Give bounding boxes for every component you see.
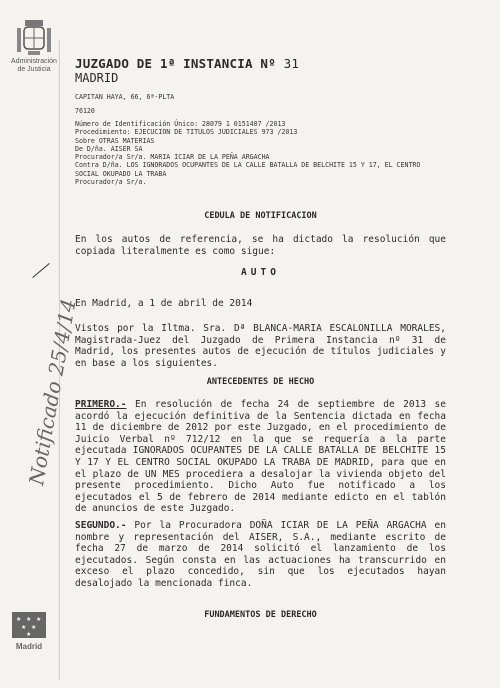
primero-text: En resolución de fecha 24 de septiembre de 2013 se acordó la ejecución definitiva de la Sentencia dictada en fecha 11 de diciembre de 2012 por este Juzgado, en el procedimiento de Juicio Verbal nº 712/12 en la que se requería a la parte ejecutada IGNORADOS OCUPANTES DE LA CALLE BATALLA DE BELCHITE 15 Y 17 Y EL CENTRO SOCIAL OKUPADO LA TRABA DE MADRID, para que en el plazo de UN MES procediera a desalojar la vivienda objeto del presente procedimiento. Dicho Auto fue notificado a los ejecutados el 5 de febrero de 2014 mediante edicto en el tablón de anuncios de este Juzgado.	[75, 399, 446, 515]
meta-line: SOCIAL OKUPADO LA TRABA	[75, 169, 167, 178]
court-prefix: JUZGADO DE 1ª INSTANCIA Nº	[75, 56, 276, 71]
meta-line: Sobre OTRAS MATERIAS	[75, 136, 155, 145]
segundo-paragraph	[75, 520, 446, 590]
segundo-text: Por la Procuradora DOÑA ICIAR DE LA PEÑA ARGACHA en nombre y representación del AISER, S.A., mediante escrito de fecha 27 de marzo de 2014 solicitó el lanzamiento de los ejecutados. Según consta en las actuaciones ha transcurrido en exceso el plazo concedido, sin que los ejecutados hayan desalojado la mencionada finca.	[75, 520, 446, 589]
court-address: CAPITAN HAYA, 66, 6ª-PLTA	[75, 93, 175, 101]
meta-line: Procurador/a Sr/a.	[75, 178, 147, 187]
intro-paragraph: En los autos de referencia, se ha dictado la resolución que copiada literalmente es como sigue:	[75, 234, 446, 257]
segundo-label: SEGUNDO.-	[75, 520, 127, 531]
svg-text:★: ★	[31, 624, 37, 631]
justice-crest-logo	[10, 18, 58, 74]
case-metadata	[75, 120, 485, 186]
svg-text:★: ★	[21, 624, 27, 631]
svg-text:★: ★	[26, 616, 32, 623]
stars-flag-icon	[12, 612, 46, 638]
date-line: En Madrid, a 1 de abril de 2014	[75, 298, 253, 309]
court-city: MADRID	[75, 71, 119, 85]
meta-line: Procedimiento: EJECUCION DE TITULOS JUDICIALES 973 /2013	[75, 128, 298, 137]
madrid-caption: Madrid	[15, 642, 43, 651]
primero-paragraph	[75, 399, 446, 515]
primero-label: PRIMERO.-	[75, 399, 127, 410]
court-code: 76120	[75, 107, 95, 115]
fundamentos-heading: FUNDAMENTOS DE DERECHO	[204, 610, 317, 620]
meta-line: De D/ña. AISER SA	[75, 144, 143, 153]
crest-caption-line1: Administración	[11, 58, 57, 65]
antecedentes-heading: ANTECEDENTES DE HECHO	[206, 377, 315, 387]
svg-text:★: ★	[16, 616, 22, 623]
comunidad-madrid-logo	[12, 612, 46, 651]
handwritten-note: Notificado 25/4/14	[24, 296, 81, 488]
svg-text:★: ★	[26, 631, 32, 638]
crest-caption-line2: de Justicia	[17, 66, 51, 73]
pen-mark	[32, 263, 49, 278]
auto-heading: AUTO	[241, 267, 280, 278]
court-number: 31	[283, 56, 300, 71]
svg-text:★: ★	[36, 616, 42, 623]
document-title: CEDULA DE NOTIFICACION	[204, 211, 317, 221]
vistos-paragraph: Vistos por la Iltma. Sra. Dª BLANCA-MARIA ESCALONILLA MORALES, Magistrada-Juez del Juzgado de Primera Instancia nº 31 de Madrid, los presentes autos de ejecución de títulos judiciales y en base a los siguientes.	[75, 323, 446, 369]
court-name	[75, 56, 299, 71]
meta-line: Número de Identificación Único: 28079 1 0151407 /2013	[75, 120, 286, 128]
meta-line: Contra D/ña. LOS IGNORADOS OCUPANTES DE LA CALLE BATALLA DE BELCHITE 15 Y 17, EL CENTRO	[75, 161, 421, 170]
coat-of-arms-icon	[16, 18, 52, 58]
meta-line: Procurador/a Sr/a. MARIA ICIAR DE LA PEÑA ARGACHA	[75, 153, 270, 162]
